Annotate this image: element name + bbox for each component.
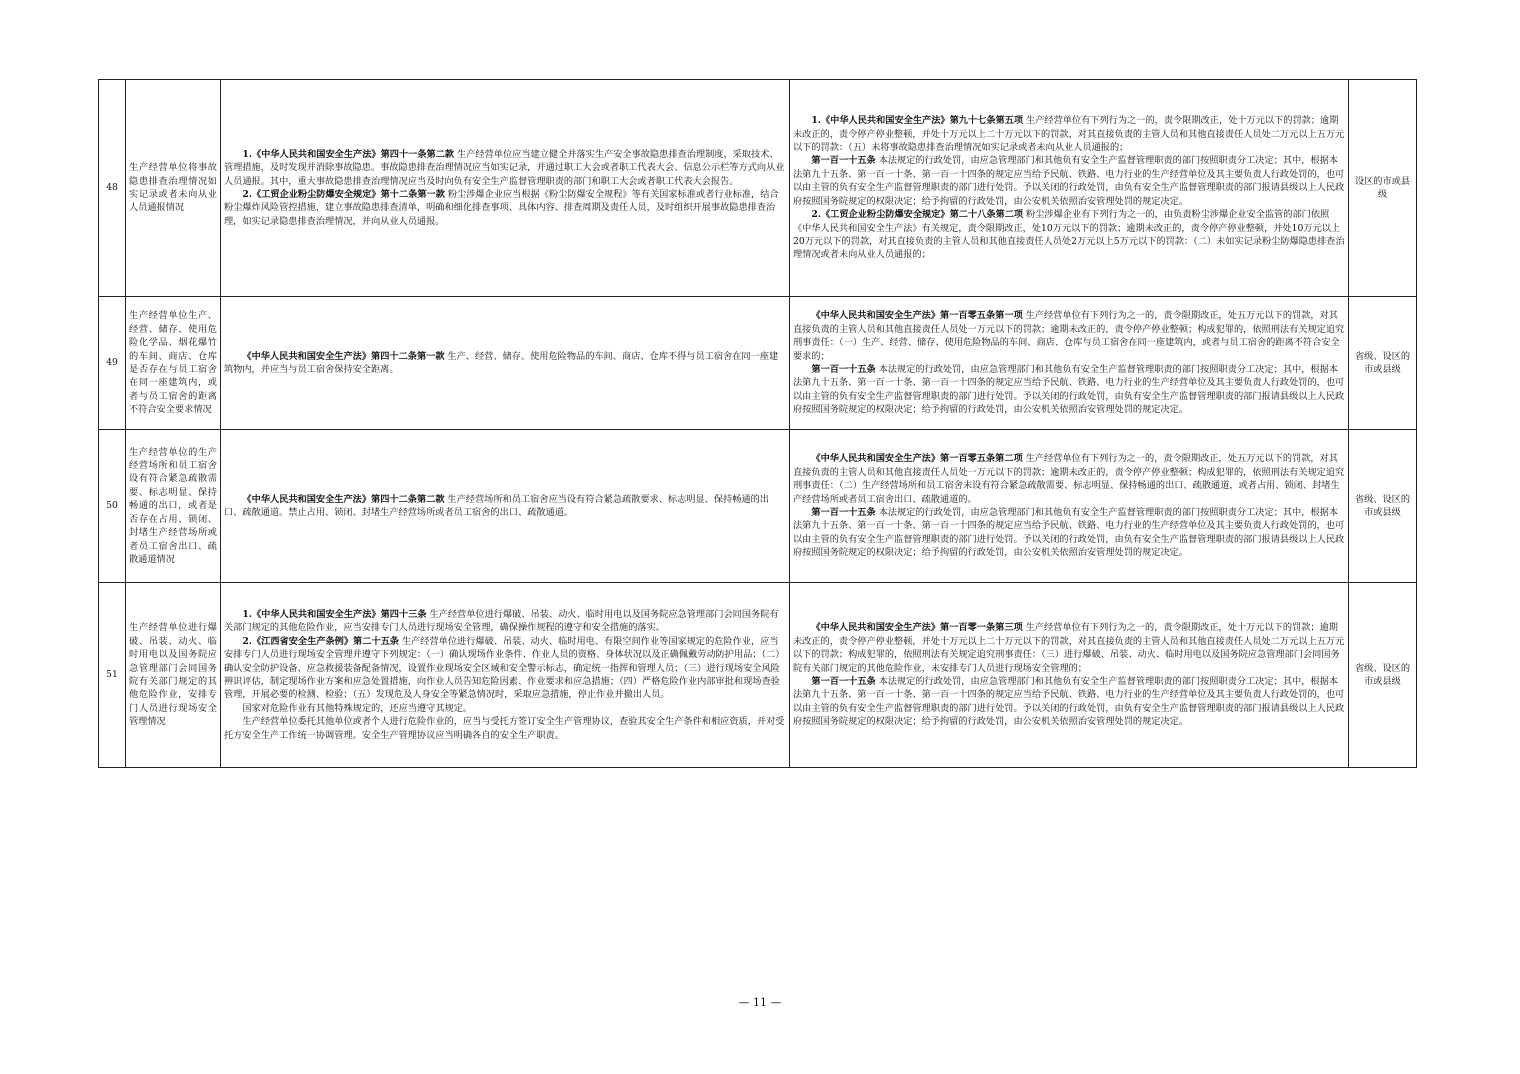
clause-lead: 第一百一十五条 [811, 364, 876, 375]
clause-lead: 《中华人民共和国安全生产法》第四十二条第一款 [242, 350, 445, 362]
clause-text: 粉尘涉爆企业应当根据《粉尘防爆安全规程》等有关国家标准或者行业标准，结合粉尘爆炸风险管控措施，建立事故隐患排查清单，明确和细化排查事项、具体内容、排查周期及责任人员，及时组织开展事故隐患排查治理，如实记录隐患排查治理情况，并向从业人员通报。 [224, 189, 779, 227]
clause-text: 生产经营单位进行爆破、吊装、动火、临时用电以及国务院应急管理部门会同国务院有关部门规定的其他危险作业，应当安排专门人员进行现场安全管理，确保操作规程的遵守和安全措施的落实。 [224, 608, 779, 634]
penalty-paragraph [793, 114, 1345, 154]
clause-text: 本法规定的行政处罚，由应急管理部门和其他负有安全生产监督管理职责的部门按照职责分工决定；其中，根据本法第九十五条、第一百一十条、第一百一十四条的规定应当给予民航、铁路、电力行业的生产经营单位及其主要负责人行政处罚的，也可以由主管的负有安全生产监督管理职责的部门进行处罚。予以关闭的行政处罚，由负有安全生产监督管理职责的部门报请县级以上人民政府按照国务院规定的权限决定；给予拘留的行政处罚，由公安机关依照治安管理处罚的规定决定。 [793, 676, 1345, 728]
clause-text: 生产经营单位应当建立健全并落实生产安全事故隐患排查治理制度，采取技术、管理措施，及时发现并消除事故隐患。事故隐患排查治理情况应当如实记录，并通过职工大会或者职工代表大会、信息公示栏等方式向从业人员通报。其中，重大事故隐患排查治理情况应当及时向负有安全生产监督管理职责的部门和职工大会或者职工代表大会报告。 [224, 148, 785, 187]
basis-paragraph [224, 350, 786, 377]
legal-basis-cell [221, 80, 790, 297]
penalty-cell [790, 297, 1349, 430]
basis-paragraph [224, 635, 786, 702]
clause-lead: 《中华人民共和国安全生产法》第四十二条第二款 [242, 493, 445, 505]
basis-paragraph [224, 493, 786, 520]
enforcement-level-cell: 省级、设区的市或县级 [1349, 583, 1417, 768]
issue-cell: 生产经营单位生产、经营、储存、使用危险化学品、烟花爆竹的车间、商店、仓库是否存在与员工宿舍在同一座建筑内，或者与员工宿舍的距离不符合安全要求情况 [126, 297, 221, 430]
penalty-paragraph [793, 621, 1345, 675]
penalty-cell [790, 583, 1349, 768]
clause-lead: 1.《中华人民共和国安全生产法》第九十七条第五项 [811, 115, 1024, 127]
penalty-paragraph [793, 452, 1345, 506]
legal-basis-cell [221, 583, 790, 768]
clause-text: 生产、经营、储存、使用危险物品的车间、商店、仓库不得与员工宿舍在同一座建筑物内，并应当与员工宿舍保持安全距离。 [224, 350, 779, 375]
clause-lead: 第一百一十五条 [811, 676, 876, 687]
penalty-cell [790, 80, 1349, 297]
clause-lead: 2.《工贸企业粉尘防爆安全规定》第十二条第一款 [242, 189, 445, 200]
table-row [99, 80, 1417, 297]
clause-text: 本法规定的行政处罚，由应急管理部门和其他负有安全生产监督管理职责的部门按照职责分工决定；其中，根据本法第九十五条、第一百一十条、第一百一十四条的规定应当给予民航、铁路、电力行业的生产经营单位及其主要负责人行政处罚的，也可以由主管的负有安全生产监督管理职责的部门进行处罚。予以关闭的行政处罚，由负有安全生产监督管理职责的部门报请县级以上人民政府按照国务院规定的权限决定；给予拘留的行政处罚，由公安机关依照治安管理处罚的规定决定。 [793, 364, 1345, 416]
regulation-table [98, 79, 1417, 768]
legal-basis-cell [221, 297, 790, 430]
basis-paragraph [224, 148, 786, 188]
basis-paragraph [224, 702, 786, 715]
clause-text: 生产经营单位委托其他单位或者个人进行危险作业的，应当与受托方签订安全生产管理协议，查验其安全生产条件和相应资质，并对受托方安全生产工作统一协调管理。安全生产管理协议应当明确各自的安全生产职责。 [224, 716, 785, 741]
row-number: 49 [99, 297, 126, 430]
clause-text: 生产经营单位有下列行为之一的，责令限期改正，处五万元以下的罚款，对其直接负责的主管人员和其他直接责任人员处一万元以下的罚款；逾期未改正的，责令停产停业整顿；构成犯罪的，依照刑法有关规定追究刑事责任：（二）生产经营场所和员工宿舍未设有符合紧急疏散需要、标志明显、保持畅通的出口、疏散通道，或者占用、锁闭、封堵生产经营场所或者员工宿舍出口、疏散通道的。 [793, 453, 1345, 505]
clause-lead: 第一百一十五条 [811, 155, 876, 167]
clause-lead: 第一百一十五条 [811, 507, 876, 518]
page-number: — 11 — [738, 996, 782, 1009]
clause-lead: 1.《中华人民共和国安全生产法》第四十三条 [242, 608, 427, 620]
clause-text: 粉尘涉爆企业有下列行为之一的，由负责粉尘涉爆企业安全监管的部门依照《中华人民共和国安全生产法》有关规定，责令限期改正，处10万元以下的罚款；逾期未改正的，责令停产停业整顿，并处10万元以上20万元以下的罚款，对其直接负责的主管人员和其他直接责任人员处2万元以上5万元以下的罚款：（二）未如实记录粉尘防爆隐患排查治理情况或者未向从业人员通报的； [793, 209, 1345, 261]
penalty-paragraph [793, 675, 1345, 729]
clause-text: 本法规定的行政处罚，由应急管理部门和其他负有安全生产监督管理职责的部门按照职责分工决定；其中，根据本法第九十五条、第一百一十条、第一百一十四条的规定应当给予民航、铁路、电力行业的生产经营单位及其主要负责人行政处罚的，也可以由主管的负有安全生产监督管理职责的部门进行处罚。予以关闭的行政处罚，由负有安全生产监督管理职责的部门报请县级以上人民政府按照国务院规定的权限决定；给予拘留的行政处罚，由公安机关依照治安管理处罚的规定决定。 [793, 155, 1345, 207]
clause-text: 生产经营单位有下列行为之一的，责令限期改正，处十万元以下的罚款；逾期未改正的，责令停产停业整顿，并处十万元以上二十万元以下的罚款，对其直接负责的主管人员和其他直接责任人员处二万元以上五万元以下的罚款；构成犯罪的，依照刑法有关规定追究刑事责任：（三）进行爆破、吊装、动火、临时用电以及国务院应急管理部门会同国务院有关部门规定的其他危险作业，未安排专门人员进行现场安全管理的； [793, 622, 1345, 674]
clause-text: 生产经营单位有下列行为之一的，责令限期改正，处五万元以下的罚款，对其直接负责的主管人员和其他直接责任人员处一万元以下的罚款；逾期未改正的，责令停产停业整顿；构成犯罪的，依照刑法有关规定追究刑事责任：（一）生产、经营、储存、使用危险物品的车间、商店、仓库与员工宿舍在同一座建筑内，或者与员工宿舍的距离不符合安全要求的； [793, 310, 1345, 362]
clause-lead: 《中华人民共和国安全生产法》第一百零一条第三项 [811, 622, 1023, 634]
clause-text: 生产经营单位有下列行为之一的，责令限期改正，处十万元以下的罚款；逾期未改正的，责令停产停业整顿，并处十万元以上二十万元以下的罚款，对其直接负责的主管人员和其他直接责任人员处二万元以上五万元以下的罚款：（五）未将事故隐患排查治理情况如实记录或者未向从业人员通报的； [793, 115, 1345, 154]
penalty-paragraph [793, 506, 1345, 560]
legal-basis-cell [221, 430, 790, 583]
table-row [99, 430, 1417, 583]
penalty-paragraph [793, 154, 1345, 208]
enforcement-level-cell: 省级、设区的市或县级 [1349, 430, 1417, 583]
basis-paragraph [224, 188, 786, 228]
basis-paragraph [224, 715, 786, 742]
row-number: 48 [99, 80, 126, 297]
clause-text: 国家对危险作业有其他特殊规定的，还应当遵守其规定。 [242, 702, 473, 714]
clause-lead: 2.《江西省安全生产条例》第二十五条 [242, 635, 399, 647]
row-number: 51 [99, 583, 126, 768]
clause-text: 生产经营单位进行爆破、吊装、动火、临时用电、有限空间作业等国家规定的危险作业，应当安排专门人员进行现场安全管理并遵守下列规定：（一）确认现场作业条件、作业人员的资格、身体状况以及正确佩戴劳动防护用品；（二）确认安全防护设备、应急救援装备配备情况，设置作业现场安全区域和安全警示标志，确定统一指挥和管理人员；（三）进行现场安全风险辨识评估，制定现场作业方案和应急处置措施，向作业人员告知危险因素、作业要求和应急措施；（四）严格危险作业内部审批和现场查验管理，开展必要的检测、检验；（五）发现危及人身安全等紧急情况时，采取应急措施，停止作业并撤出人员。 [224, 635, 785, 701]
table-row [99, 583, 1417, 768]
enforcement-level-cell: 设区的市或县级 [1349, 80, 1417, 297]
clause-lead: 《中华人民共和国安全生产法》第一百零五条第二项 [811, 453, 1023, 465]
basis-paragraph [224, 608, 786, 635]
row-number: 50 [99, 430, 126, 583]
penalty-paragraph [793, 363, 1345, 417]
issue-cell: 生产经营单位将事故隐患排查治理情况如实记录或者未向从业人员通报情况 [126, 80, 221, 297]
penalty-paragraph [793, 309, 1345, 363]
enforcement-level-cell: 省级、设区的市或县级 [1349, 297, 1417, 430]
penalty-cell [790, 430, 1349, 583]
clause-lead: 2.《工贸企业粉尘防爆安全规定》第二十八条第二项 [811, 209, 1024, 221]
penalty-paragraph [793, 208, 1345, 262]
clause-text: 本法规定的行政处罚，由应急管理部门和其他负有安全生产监督管理职责的部门按照职责分工决定；其中，根据本法第九十五条、第一百一十条、第一百一十四条的规定应当给予民航、铁路、电力行业的生产经营单位及其主要负责人行政处罚的，也可以由主管的负有安全生产监督管理职责的部门进行处罚。予以关闭的行政处罚，由负有安全生产监督管理职责的部门报请县级以上人民政府按照国务院规定的权限决定；给予拘留的行政处罚，由公安机关依照治安管理处罚的规定决定。 [793, 507, 1345, 559]
table-row [99, 297, 1417, 430]
issue-cell: 生产经营单位的生产经营场所和员工宿舍设有符合紧急疏散需要、标志明显、保持畅通的出口，或者是否存在占用、锁闭、封堵生产经营场所或者员工宿舍出口、疏散通道情况 [126, 430, 221, 583]
clause-text: 生产经营场所和员工宿舍应当设有符合紧急疏散要求、标志明显、保持畅通的出口、疏散通道。禁止占用、锁闭、封堵生产经营场所或者员工宿舍的出口、疏散通道。 [224, 493, 769, 518]
clause-lead: 1.《中华人民共和国安全生产法》第四十一条第二款 [242, 148, 455, 160]
clause-lead: 《中华人民共和国安全生产法》第一百零五条第一项 [811, 310, 1023, 322]
issue-cell: 生产经营单位进行爆破、吊装、动火、临时用电以及国务院应急管理部门会同国务院有关部门规定的其他危险作业，安排专门人员进行现场安全管理情况 [126, 583, 221, 768]
